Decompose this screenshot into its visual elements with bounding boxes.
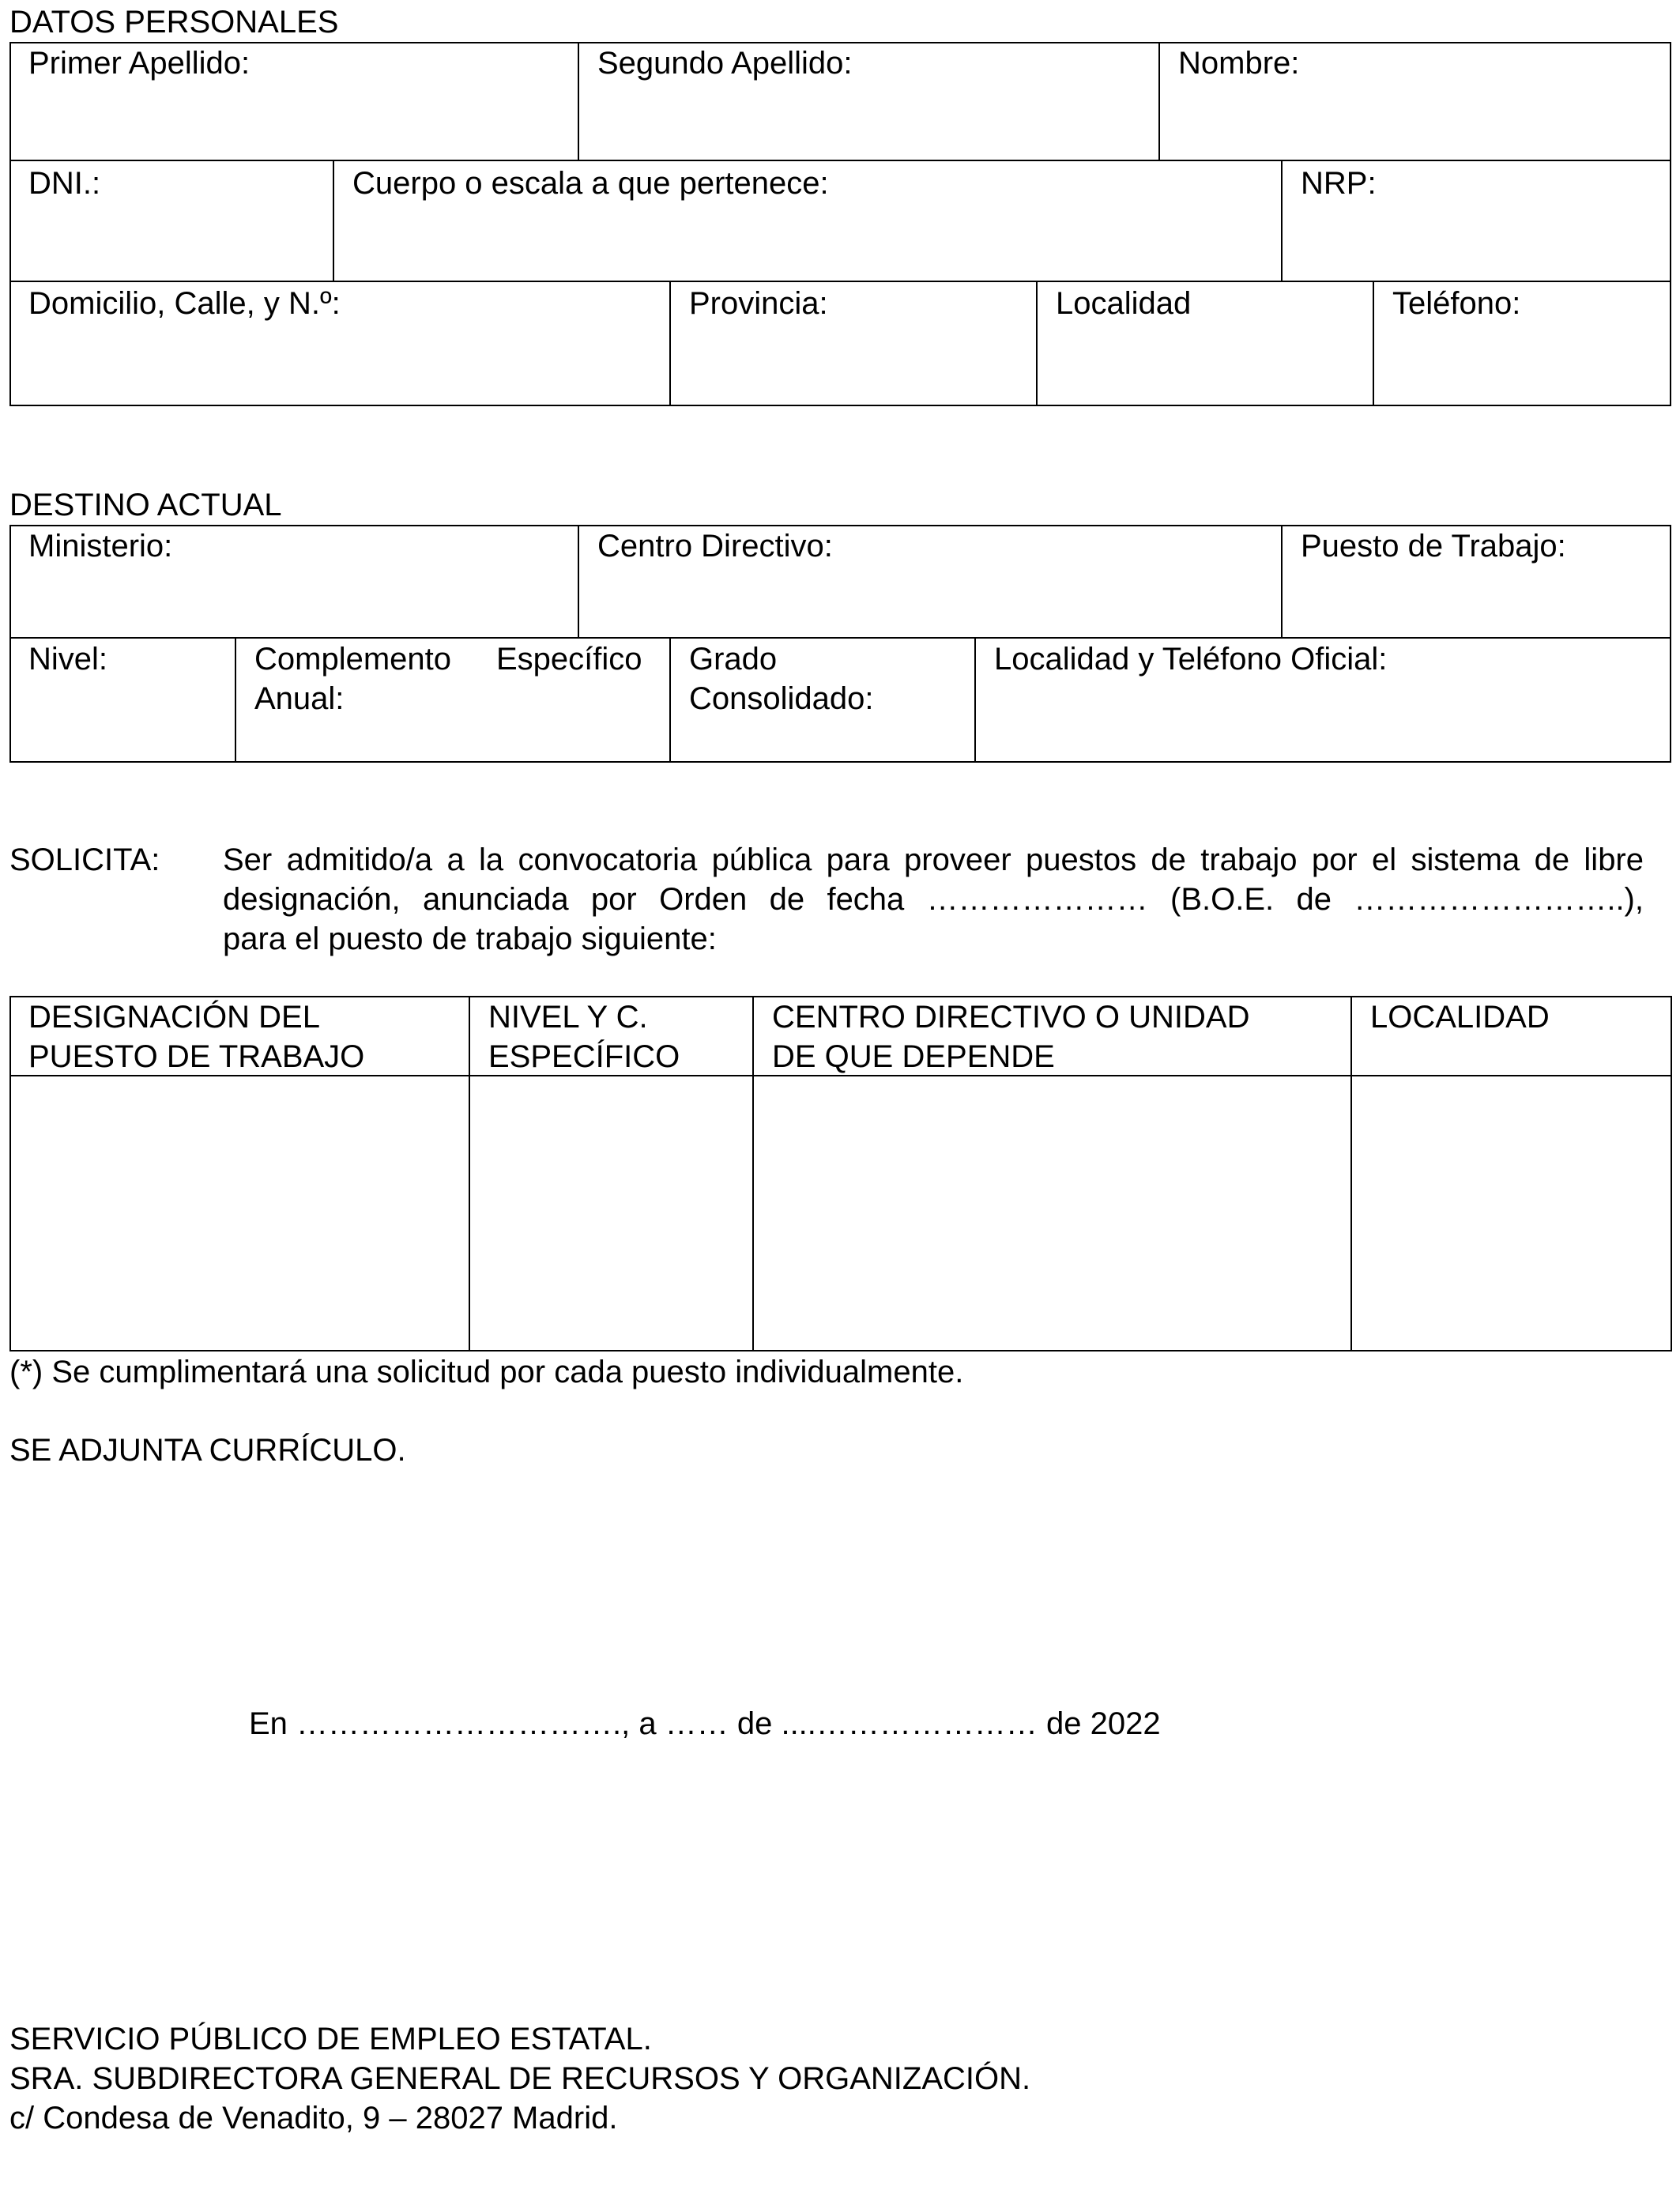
grado-consolidado-label-line1: Grado: [689, 642, 778, 677]
col-designacion-header-line1: DESIGNACIÓN DEL: [28, 1000, 320, 1035]
recipient-line2: SRA. SUBDIRECTORA GENERAL DE RECURSOS Y ORGANIZACIÓN.: [9, 2061, 1031, 2096]
col-centro-directivo-header-line2: DE QUE DEPENDE: [772, 1039, 1055, 1074]
col-nivel-header-line1: NIVEL Y C.: [488, 1000, 648, 1035]
centro-directivo-label: Centro Directivo:: [597, 529, 833, 564]
provincia-label: Provincia:: [689, 286, 828, 321]
recipient-address: c/ Condesa de Venadito, 9 – 28027 Madrid.: [9, 2101, 618, 2136]
col-localidad-header: LOCALIDAD: [1370, 1000, 1550, 1035]
attached-cv-note: SE ADJUNTA CURRÍCULO.: [9, 1433, 406, 1468]
individual-request-note: (*) Se cumplimentará una solicitud por cada puesto individualmente.: [9, 1355, 964, 1389]
recipient-line1: SERVICIO PÚBLICO DE EMPLEO ESTATAL.: [9, 2022, 652, 2056]
personal-data-title: DATOS PERSONALES: [9, 5, 339, 40]
col-designacion-header-line2: PUESTO DE TRABAJO: [28, 1039, 365, 1074]
cuerpo-escala-label: Cuerpo o escala a que pertenece:: [352, 166, 829, 201]
telefono-label: Teléfono:: [1392, 286, 1521, 321]
solicita-text-line1: Ser admitido/a a la convocatoria pública para proveer puestos de trabajo por el sistema de libre: [223, 843, 1644, 877]
nombre-label: Nombre:: [1178, 46, 1300, 81]
segundo-apellido-label: Segundo Apellido:: [597, 46, 853, 81]
localidad-label: Localidad: [1056, 286, 1192, 321]
complemento-especifico-label-word1: Complemento: [254, 642, 452, 677]
complemento-especifico-label-word3: Anual:: [254, 681, 345, 716]
place-date-line: En …………………………., a …… de ....………………… de 2022: [249, 1706, 1161, 1741]
solicita-label: SOLICITA:: [9, 843, 160, 877]
complemento-especifico-label-word2: Específico: [496, 642, 642, 677]
grado-consolidado-label-line2: Consolidado:: [689, 681, 874, 716]
puesto-trabajo-label: Puesto de Trabajo:: [1301, 529, 1566, 564]
solicita-text-line2: designación, anunciada por Orden de fecha ………………… (B.O.E. de ……………………..),: [223, 882, 1644, 917]
dni-label: DNI.:: [28, 166, 101, 201]
personal-data-table: [9, 42, 1671, 406]
destino-actual-title: DESTINO ACTUAL: [9, 488, 282, 522]
domicilio-label: Domicilio, Calle, y N.º:: [28, 286, 341, 321]
localidad-telefono-oficial-label: Localidad y Teléfono Oficial:: [994, 642, 1388, 677]
ministerio-label: Ministerio:: [28, 529, 173, 564]
col-nivel-header-line2: ESPECÍFICO: [488, 1039, 680, 1074]
nivel-label: Nivel:: [28, 642, 108, 677]
col-centro-directivo-header-line1: CENTRO DIRECTIVO O UNIDAD: [772, 1000, 1250, 1035]
solicita-text-line3: para el puesto de trabajo siguiente:: [223, 922, 717, 956]
nrp-label: NRP:: [1301, 166, 1377, 201]
primer-apellido-label: Primer Apellido:: [28, 46, 250, 81]
